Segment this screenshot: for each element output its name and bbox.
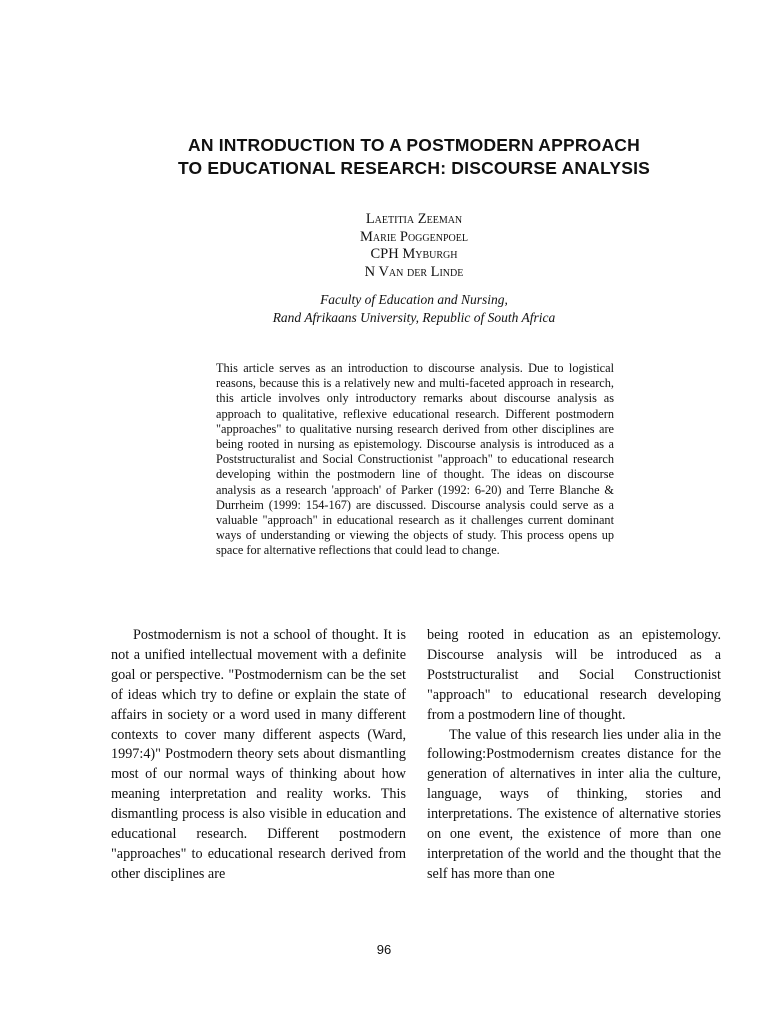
body-paragraph: Postmodernism is not a school of thought. It is not a unified intellectual movement with a definite goal or perspective. "Postmodernism can be the set of ideas which try to define or explain the state of affairs in society or a word used in many different contexts to cover many different aspects (Ward, 1997:4)" Postmodern theory sets about dismantling most of our normal ways of thinking about how meaning interpretation and reality works. This dismantling process is also visible in education and educational research. Different postmodern "approaches" to educational research derived from other disciplines are [111, 627, 406, 882]
abstract: This article serves as an introduction to discourse analysis. Due to logistical reasons, because this is a relatively new and multi-faceted approach in research, this article involves only introductory remarks about discourse analysis as approach to qualitative, reflexive educational research. Different postmodern "approaches" to qualitative nursing research derived from other disciplines are being rooted in nursing as epistemology. Discourse analysis is introduced as a Poststructuralist and Social Constructionist "approach" to educational research developing within the postmodern line of thought. The ideas on discourse analysis as a research 'approach' of Parker (1992: 6-20) and Terre Blanche & Durrheim (1999: 154-167) are discussed. Discourse analysis could serve as a valuable "approach" in educational research as it challenges current dominant ways of understanding or viewing the objects of study. This process opens up space for alternative reflections that could lead to change. [216, 361, 614, 558]
affiliation [60, 291, 768, 326]
author-name: Marie Poggenpoel [360, 228, 468, 245]
page-number: 96 [376, 942, 392, 957]
affiliation-line-2: Rand Afrikaans University, Republic of South Africa [272, 309, 556, 325]
article-title [60, 134, 768, 180]
author-name: Laetitia Zeeman [365, 211, 463, 227]
author-list [60, 211, 768, 281]
body-paragraph: The value of this research lies under alia in the following:Postmodernism creates distance for the generation of alternatives in inter alia the culture, language, ways of thinking, stories and interpretations. The existence of alternative stories on one event, the existence of more than one interpretation of the world and the thought that the self has more than one [427, 726, 721, 882]
body-column-left [111, 626, 406, 885]
body-column-right [427, 626, 721, 885]
title-line-1: AN INTRODUCTION TO A POSTMODERN APPROACH [188, 135, 640, 155]
affiliation-line-1: Faculty of Education and Nursing, [320, 292, 508, 307]
body-paragraph: being rooted in education as an epistemology. Discourse analysis will be introduced as a Poststructuralist and Social Constructionist "approach" to educational research developing from a postmodern line of thought. [427, 627, 721, 723]
title-line-2: TO EDUCATIONAL RESEARCH: DISCOURSE ANALYSIS [177, 158, 651, 178]
author-name: N Van der Linde [364, 263, 464, 280]
author-name: CPH Myburgh [370, 246, 458, 263]
